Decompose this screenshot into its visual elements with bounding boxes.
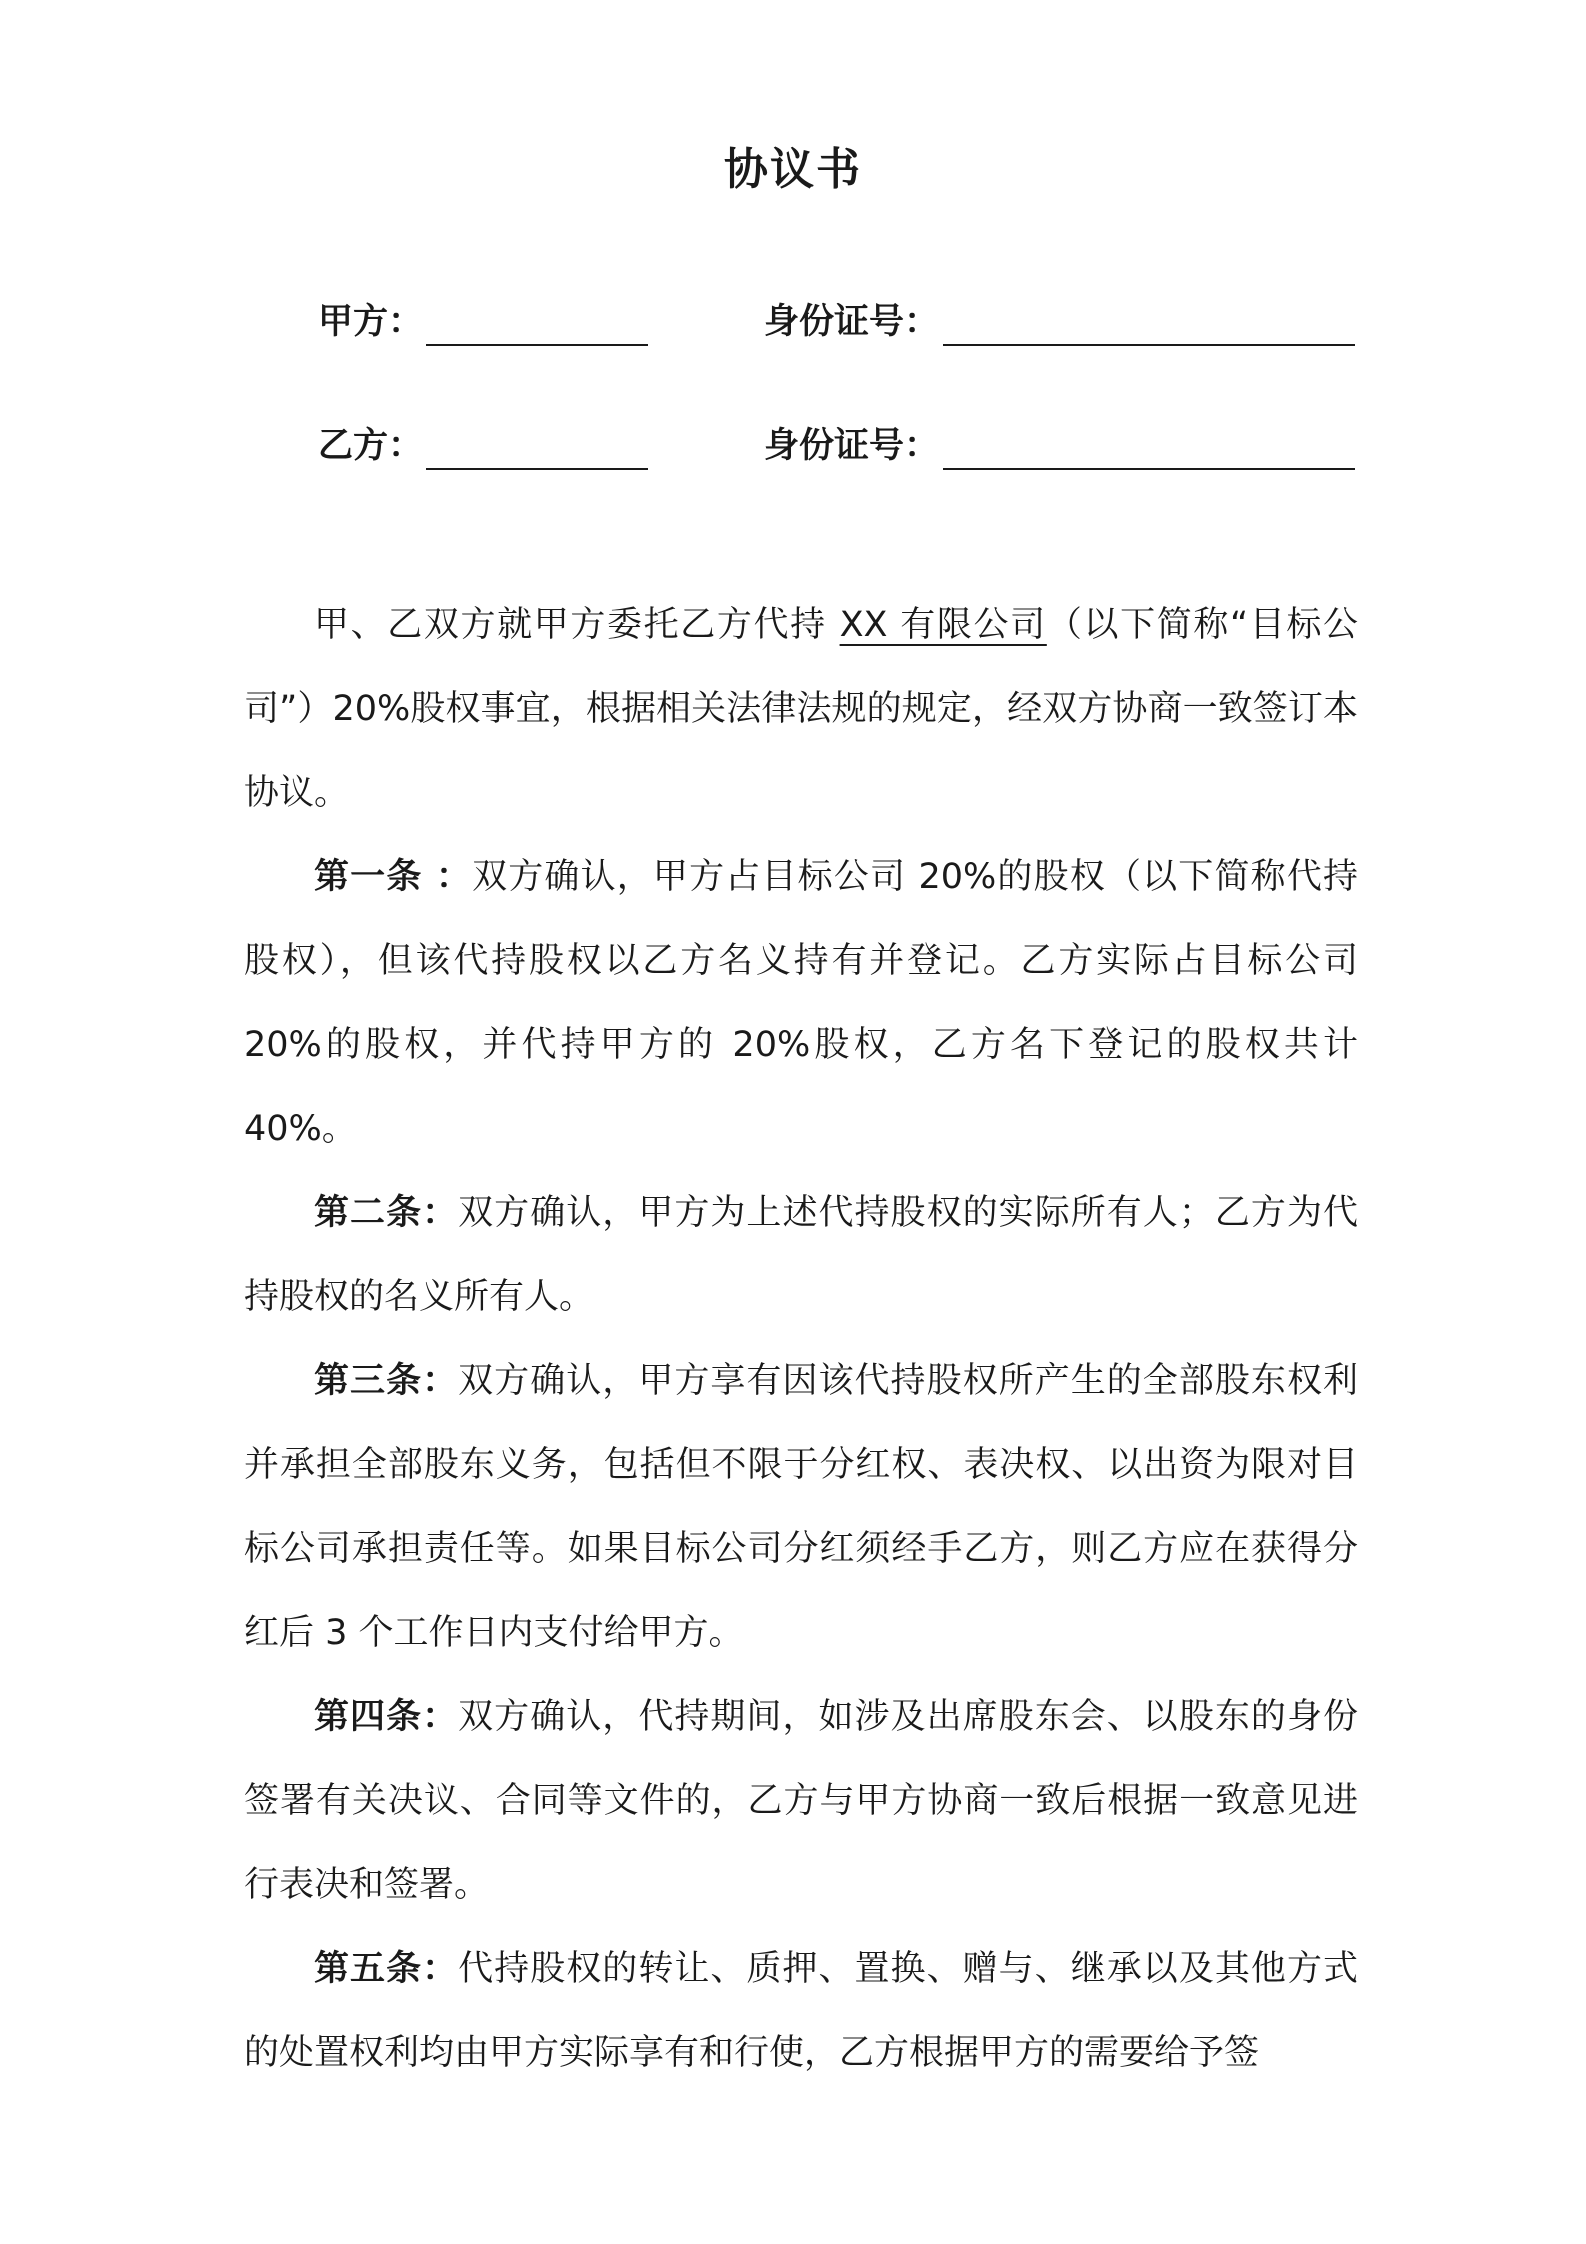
article-3 — [244, 1339, 1358, 1675]
article-2-text: 双方确认，甲方为上述代持股权的实际所有人；乙方为代持股权的名义所有人。 — [244, 1193, 1358, 1317]
party-b-name-blank — [426, 468, 648, 470]
article-4 — [244, 1675, 1358, 1927]
article-1-text: 双方确认，甲方占目标公司 20%的股权（以下简称代持股权），但该代持股权以乙方名义持有并登记。乙方实际占目标公司 20%的股权，并代持甲方的 20%股权，乙方名下登记的股权共计 40%。 — [244, 857, 1359, 1149]
preamble-after: （以下简称“目标公司”）20%股权事宜，根据相关法律法规的规定，经双方协商一致签订本协议。 — [244, 605, 1358, 813]
article-2-heading: 第二条： — [314, 1193, 459, 1233]
article-5 — [244, 1927, 1358, 2095]
article-4-text: 双方确认，代持期间，如涉及出席股东会、以股东的身份签署有关决议、合同等文件的，乙方与甲方协商一致后根据一致意见进行表决和签署。 — [244, 1697, 1358, 1905]
party-a-id-label: 身份证号： — [764, 302, 940, 342]
article-5-heading: 第五条： — [314, 1949, 459, 1989]
article-3-heading: 第三条： — [314, 1361, 459, 1401]
party-a-label: 甲方： — [318, 302, 424, 342]
preamble-before: 甲、乙双方就甲方委托乙方代持 — [314, 605, 840, 645]
article-1 — [244, 835, 1358, 1171]
agreement-body — [244, 583, 1358, 2095]
party-a-name-blank — [426, 344, 648, 346]
article-5-text: 代持股权的转让、质押、置换、赠与、继承以及其他方式的处置权利均由甲方实际享有和行使，乙方根据甲方的需要给予签 — [244, 1949, 1358, 2073]
preamble-paragraph — [244, 583, 1358, 835]
document-title: 协议书 — [724, 144, 862, 195]
article-4-heading: 第四条： — [314, 1697, 459, 1737]
target-company-name: XX 有限公司 — [839, 605, 1047, 645]
article-1-heading: 第一条 ： — [314, 857, 473, 897]
article-3-text: 双方确认，甲方享有因该代持股权所产生的全部股东权利并承担全部股东义务，包括但不限于分红权、表决权、以出资为限对目标公司承担责任等。如果目标公司分红须经手乙方，则乙方应在获得分红后 3 个工作日内支付给甲方。 — [244, 1361, 1358, 1653]
party-b-label: 乙方： — [318, 426, 424, 466]
party-a-row — [318, 290, 1358, 350]
party-b-row — [318, 414, 1358, 474]
party-b-id-label: 身份证号： — [764, 426, 940, 466]
article-2 — [244, 1171, 1358, 1339]
party-b-id-blank — [943, 468, 1355, 470]
party-a-id-blank — [943, 344, 1355, 346]
